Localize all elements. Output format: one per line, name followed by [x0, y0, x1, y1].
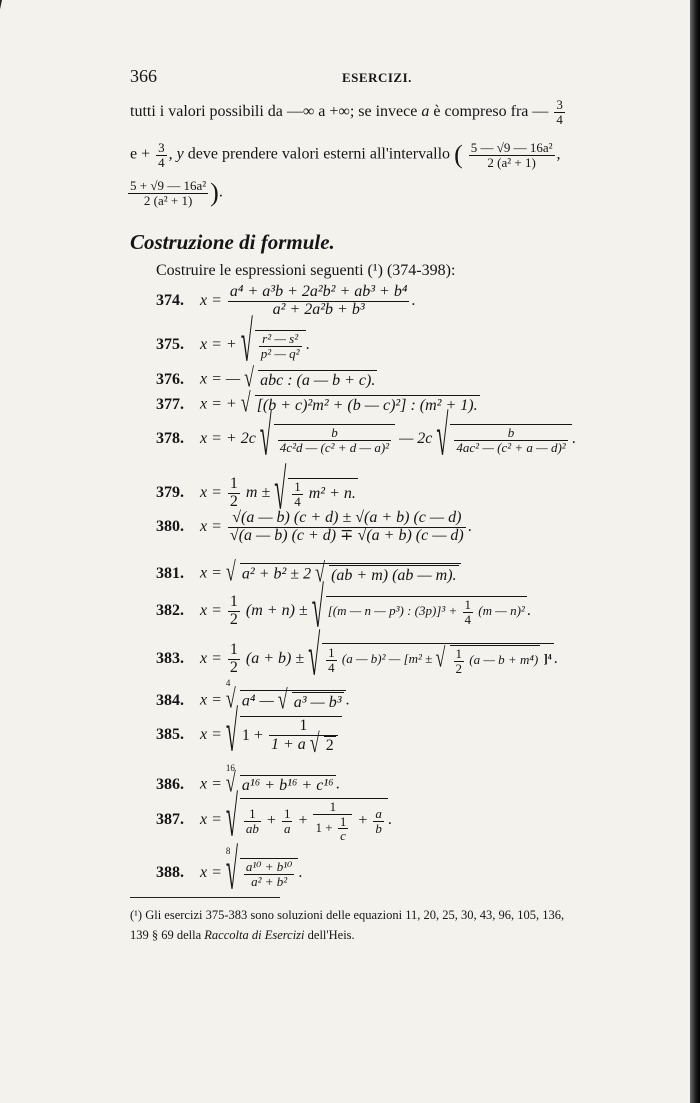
frac-num: √ 1	[455, 646, 463, 662]
lhs: x =	[200, 725, 222, 743]
radical	[226, 798, 388, 843]
radicand: 1 +	[241, 726, 263, 744]
frac-num: √ 1	[328, 645, 335, 661]
lhs: x =	[200, 691, 222, 709]
frac-den: 4	[294, 493, 301, 509]
frac-num: √(a — b) (c + d) ± √(a + b) (c — d)	[228, 510, 466, 528]
lhs: x =	[200, 649, 222, 667]
radicand: (m — n)²	[478, 603, 525, 619]
interval-upper-bound	[128, 179, 208, 207]
radicand: (a — b)² — [m² ±	[341, 651, 433, 667]
frac-num: √ 1	[244, 807, 261, 822]
lhs: x = —	[200, 370, 241, 388]
frac-num: a	[375, 806, 382, 822]
var-y: y	[176, 145, 184, 163]
radical	[312, 596, 527, 626]
frac-den: 1 +	[315, 819, 333, 835]
frac-den: 4ac² — (c² + a — d)²	[456, 439, 566, 455]
radicand: a² + b² ± 2	[241, 565, 312, 583]
end-mark: .	[305, 335, 310, 353]
operator: +	[358, 812, 368, 830]
frac-num: √ r² — s²	[259, 332, 302, 347]
continuation-line-2: e + $\frac{3}{4}$ , y deve prendere valori esterni all'intervallo ( $\frac{\text{5 — √9 — 16a²}}{\text{2 (a² + 1)}}$ ,	[130, 139, 561, 170]
frac-den: ab	[245, 820, 259, 836]
radical	[260, 424, 395, 454]
frac-den: c	[340, 828, 346, 844]
lhs: x =	[200, 601, 222, 619]
fraction	[454, 426, 567, 454]
frac-num: 1	[269, 718, 338, 736]
end-mark: .	[553, 649, 558, 667]
fraction-3-4	[554, 98, 565, 126]
radical	[308, 643, 554, 675]
operator: +	[298, 812, 308, 830]
interval-lower-bound	[469, 141, 555, 169]
operator: (a + b) ±	[245, 649, 305, 667]
exercise-378	[156, 424, 576, 454]
fraction	[244, 807, 261, 835]
frac-den: 4	[556, 111, 563, 127]
footnote-line-2	[130, 925, 564, 945]
end-mark: .	[467, 517, 472, 535]
frac-den: a	[283, 820, 291, 836]
operator: +	[266, 812, 276, 830]
exercise-number: 379.	[156, 483, 184, 501]
radical	[226, 563, 461, 585]
exercise-number: 375.	[156, 335, 184, 353]
frac-num: 5 — √9 — 16a²	[470, 139, 553, 155]
radical	[244, 370, 377, 390]
end-mark: .	[526, 601, 531, 619]
paren-open: (	[454, 140, 463, 169]
fraction	[269, 718, 338, 755]
end-mark: .	[335, 775, 340, 793]
exercise-383	[156, 642, 558, 677]
frac-den: 4	[328, 659, 335, 675]
lhs: x =	[200, 517, 222, 535]
operator: (m + n) ±	[245, 601, 308, 619]
fraction	[228, 510, 466, 545]
radicand: a³ — b³	[293, 694, 342, 711]
radicand: (a — b + m⁴)	[469, 652, 539, 668]
frac-num: 1	[464, 597, 472, 613]
exercise-381	[156, 563, 461, 585]
fraction-1-4	[326, 646, 337, 674]
frac-den: √(a — b) (c + d) ∓ √(a + b) (c — d)	[229, 526, 464, 544]
lhs: x =	[200, 483, 222, 501]
exercise-number: 380.	[156, 517, 184, 535]
continuation-line-3: $\frac{\text{5 + √9 — 16a²}}{\text{2 (a² + 1)}}$ ).	[130, 177, 223, 208]
exercise-number: 388.	[156, 863, 184, 881]
exercise-number: 376.	[156, 370, 184, 388]
exercise-385	[156, 716, 342, 755]
frac-num: 1	[283, 806, 291, 822]
exercise-382	[156, 594, 531, 629]
frac-den: 4c²d — (c² + d — a)²	[279, 439, 390, 455]
radicand: a⁴ —	[241, 692, 274, 710]
exercise-number: 384.	[156, 691, 184, 709]
fraction	[313, 800, 352, 843]
radicand: m² + n.	[308, 484, 356, 502]
frac-num: a¹⁰ + b¹⁰	[245, 859, 293, 874]
radical	[278, 692, 344, 712]
exercise-376	[156, 370, 377, 390]
exercise-number: 374.	[156, 291, 184, 309]
page-edge-shadow	[690, 0, 700, 1103]
radical	[241, 330, 306, 360]
radical	[310, 736, 336, 755]
exercise-377	[156, 395, 480, 415]
var-a: a	[421, 102, 430, 120]
exercise-375	[156, 330, 310, 360]
frac-num: √ b	[454, 426, 567, 441]
frac-den: 2	[229, 658, 238, 676]
frac-den: 2	[229, 610, 238, 628]
fraction-1-2	[228, 476, 240, 511]
continuation-line-1	[130, 98, 567, 126]
fraction	[338, 815, 349, 843]
frac-den: p² — q²	[260, 345, 300, 361]
exercise-380	[156, 510, 472, 545]
fraction	[244, 860, 295, 888]
fraction	[228, 284, 410, 319]
lhs: x = +	[200, 335, 237, 353]
lhs: x = + 2c	[200, 429, 256, 447]
fraction-1-2	[228, 594, 240, 629]
lhs: x =	[200, 291, 222, 309]
end-mark: .	[571, 429, 576, 447]
footnote-text: 139 § 69 della	[130, 928, 202, 942]
frac-den: 4	[158, 154, 165, 170]
radicand: [(b + c)²m² + (b — c)²] : (m² + 1).	[256, 397, 478, 414]
exercise-number: 377.	[156, 395, 184, 413]
continuation-text: tutti i valori possibili da —∞ a +∞; se invece	[130, 102, 418, 120]
exercise-387	[156, 798, 392, 843]
exercise-number: 385.	[156, 725, 184, 743]
frac-den: 1 + a	[270, 735, 306, 753]
fraction	[373, 807, 384, 835]
frac-num: 1	[313, 800, 352, 815]
exercise-number: 383.	[156, 649, 184, 667]
operator: — 2c	[399, 429, 433, 447]
exercise-number: 378.	[156, 429, 184, 447]
paren-close: )	[210, 178, 219, 207]
frac-den: 2 (a² + 1)	[143, 192, 193, 208]
footnote-line-1: (¹) Gli esercizi 375-383 sono soluzioni delle equazioni 11, 20, 25, 30, 43, 96, 105, 136,	[130, 908, 565, 922]
end-mark: .	[298, 863, 303, 881]
frac-num: 1	[339, 813, 347, 829]
lhs: x =	[200, 863, 222, 881]
fraction	[282, 807, 293, 835]
end-mark: .	[345, 691, 350, 709]
frac-den: 2	[455, 660, 463, 676]
footnote-book-title: Raccolta di Esercizi	[204, 928, 305, 942]
separator: ,	[556, 145, 561, 163]
radicand: abc : (a — b + c).	[260, 372, 376, 389]
frac-num: 1	[229, 475, 238, 492]
exercise-379	[156, 476, 358, 511]
frac-num: 1	[229, 593, 238, 610]
radical	[274, 478, 358, 508]
fraction-3-4	[156, 141, 167, 169]
radicand: a¹⁶ + b¹⁶ + c¹⁶	[241, 777, 334, 794]
radical	[436, 424, 571, 454]
operator: m ±	[245, 483, 271, 501]
lhs: x =	[200, 564, 222, 582]
fraction	[259, 332, 302, 360]
radicand: 2	[325, 736, 334, 754]
radicand: [(m — n — p³) : (3p)]³ +	[327, 603, 458, 619]
running-title: ESERCIZI.	[342, 70, 412, 85]
radical	[225, 678, 346, 712]
fraction-1-2	[228, 642, 240, 677]
section-title: Costruzione di formule.	[130, 230, 335, 254]
exercise-number: 382.	[156, 601, 184, 619]
frac-den: a² + b²	[251, 873, 288, 889]
fraction-1-2	[454, 647, 465, 675]
frac-den: a² + 2a²b + b³	[272, 300, 365, 318]
lhs: x =	[200, 811, 222, 829]
lhs: x = +	[200, 395, 237, 413]
frac-num: 5 + √9 — 16a²	[130, 177, 207, 193]
bracket-close: ]⁴	[543, 651, 552, 667]
frac-num: 1	[229, 641, 238, 658]
radical	[226, 716, 342, 755]
continuation-text: e +	[130, 145, 151, 163]
page-number: 366	[130, 66, 157, 86]
exercise-384	[156, 678, 350, 712]
exercise-388	[156, 846, 303, 889]
exercise-number: 386.	[156, 775, 184, 793]
continuation-text: è compreso fra —	[433, 102, 549, 120]
frac-den: b	[375, 820, 382, 836]
radical	[225, 846, 299, 889]
fraction	[292, 480, 303, 508]
radical-index: √ 8	[225, 846, 231, 856]
radical	[315, 565, 458, 585]
continuation-text: deve prendere valori esterni all'intervallo	[187, 145, 451, 163]
fraction	[278, 426, 391, 454]
footnote	[130, 905, 564, 945]
lhs: x =	[200, 775, 222, 793]
exercise-number: 381.	[156, 564, 184, 582]
end-mark: .	[411, 291, 416, 309]
frac-num: √ b	[278, 426, 391, 441]
exercise-386	[156, 763, 340, 795]
section-intro: Costruire le espressioni seguenti (¹) (374-398):	[156, 262, 456, 279]
footnote-text: dell'Heis.	[307, 928, 355, 942]
frac-den: 4	[464, 611, 472, 627]
radicand: (ab + m) (ab — m).	[331, 567, 457, 584]
footnote-rule	[130, 897, 280, 898]
radical-index: √ 4	[225, 678, 231, 688]
end-mark: .	[387, 811, 392, 829]
page-corner-mark	[0, 0, 18, 50]
exercise-number: 387.	[156, 811, 184, 829]
frac-num: 3	[556, 97, 563, 112]
exercise-374	[156, 284, 415, 319]
frac-num: 3	[158, 139, 165, 155]
frac-num: √ 1	[294, 479, 301, 495]
radical-index: √ 16	[225, 763, 235, 773]
frac-num: a⁴ + a³b + 2a²b² + ab³ + b⁴	[229, 283, 408, 300]
frac-den: 2 (a² + 1)	[487, 154, 536, 170]
frac-den: 2	[229, 492, 238, 510]
fraction-1-4	[463, 598, 474, 626]
radical	[436, 645, 541, 675]
radical	[225, 763, 336, 795]
